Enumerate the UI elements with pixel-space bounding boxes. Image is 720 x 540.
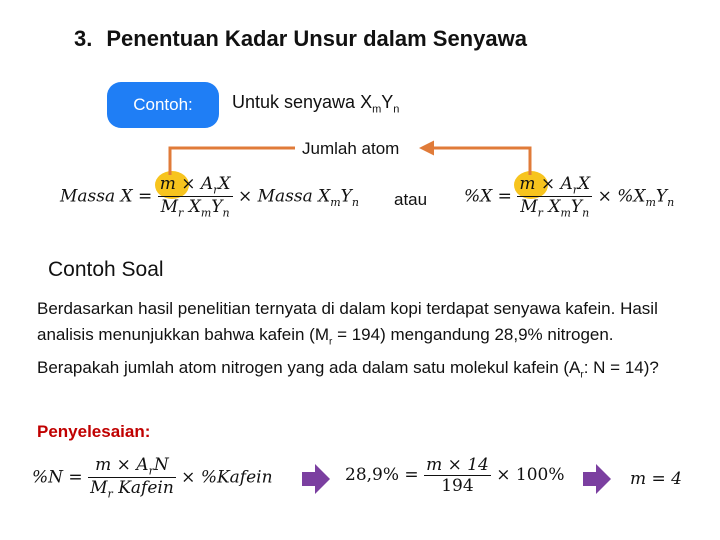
formula-right-num-x: X (578, 174, 591, 194)
formula-right-tail-n: n (667, 195, 675, 209)
formula-right-tail-m: m (645, 195, 656, 209)
intro-text (232, 92, 399, 116)
formula-right-den-sub: r (537, 206, 543, 220)
jumlah-atom-label: Jumlah atom (302, 139, 400, 158)
formula-left-m-highlight: m (159, 174, 176, 194)
eq1-den: M (90, 478, 108, 499)
problem-part-2: = 194) mengandung 28,9% nitrogen. Berapakah jumlah atom nitrogen yang ada dalam satu molekul kafein (A (37, 325, 614, 378)
formula-right-den-x: X (548, 197, 561, 218)
problem-sub-2: r (580, 369, 584, 381)
page-title (74, 26, 527, 52)
formula-right-fraction (517, 174, 592, 220)
formula-right-lhs: %X = (464, 186, 512, 207)
eq1-num-n: N (153, 455, 169, 475)
formula-persen (464, 174, 674, 220)
intro-sub-n: n (393, 103, 400, 116)
right-arrow-icon (583, 464, 611, 494)
eq1-num-sub: r (148, 464, 154, 478)
formula-massa (60, 174, 359, 220)
problem-part-3: : N = 14)? (583, 358, 659, 378)
formula-right-num: × A (540, 174, 573, 194)
formula-right-m-highlight: m (519, 174, 536, 194)
section-heading: Contoh Soal (48, 258, 164, 281)
formula-left-den-m: m (200, 206, 212, 220)
eq2-fraction (424, 455, 491, 496)
eq1-den-sub: r (107, 487, 113, 501)
formula-left-den: M (160, 197, 179, 218)
eq1-tail: × %Kafein (181, 467, 273, 488)
solution-eq-2 (345, 455, 565, 496)
eq1-num: m × A (95, 455, 149, 475)
formula-right-tail-y: Y (655, 186, 668, 207)
intro-y: Y (381, 92, 394, 112)
formula-left-fraction (158, 174, 233, 220)
formula-right-den-y: Y (570, 197, 583, 218)
formula-left-num: × A (181, 174, 214, 194)
solution-eq-1 (32, 455, 273, 501)
formula-left-tail-m: m (330, 195, 341, 209)
formula-right-tail: × %X (597, 186, 646, 207)
formula-right-num-sub: r (572, 183, 579, 197)
example-pill (107, 82, 219, 128)
intro-sub-m: m (372, 103, 382, 116)
solution-label: Penyelesaian: (37, 422, 151, 441)
eq2-num: m × 14 (426, 455, 489, 475)
eq1-fraction (88, 455, 176, 501)
solution-eq-3: m = 4 (630, 469, 682, 489)
formula-left-tail: × Massa X (237, 186, 331, 207)
problem-part-1: Berdasarkan hasil penelitian ternyata di dalam kopi terdapat senyawa kafein. Hasil analisis menunjukkan bahwa kafein (M (37, 299, 658, 344)
formula-left-num-x: X (218, 174, 231, 194)
atau-label: atau (394, 190, 428, 209)
formula-right-den-m: m (560, 206, 571, 220)
formula-right-den-n: n (582, 206, 590, 220)
title-number: 3. (74, 26, 93, 51)
formula-left-lhs: Massa X = (60, 186, 153, 207)
formula-right-den: M (520, 197, 538, 218)
formula-left-den-n: n (222, 206, 230, 220)
problem-sub-1: r (329, 336, 333, 348)
formula-left-tail-n: n (351, 195, 359, 209)
example-pill-label: Contoh: (133, 95, 193, 114)
formula-left-num-sub: r (213, 183, 219, 197)
formula-left-den-sub: r (178, 206, 184, 220)
eq2-den: 194 (424, 475, 491, 496)
left-bracket (170, 148, 295, 175)
formula-left-tail-y: Y (340, 186, 352, 207)
eq1-den-k: Kafein (118, 478, 174, 499)
right-arrow-icon (302, 464, 330, 494)
eq2-lhs: 28,9% = (345, 465, 419, 485)
intro-label: Untuk senyawa X (232, 92, 373, 112)
problem-paragraph (37, 296, 697, 389)
eq2-tail: × 100% (496, 465, 565, 485)
eq1-lhs: %N = (32, 467, 83, 488)
right-bracket (422, 148, 530, 175)
title-text: Penentuan Kadar Unsur dalam Senyawa (106, 26, 527, 51)
formula-left-den-x: X (188, 197, 201, 218)
formula-left-den-y: Y (211, 197, 223, 218)
